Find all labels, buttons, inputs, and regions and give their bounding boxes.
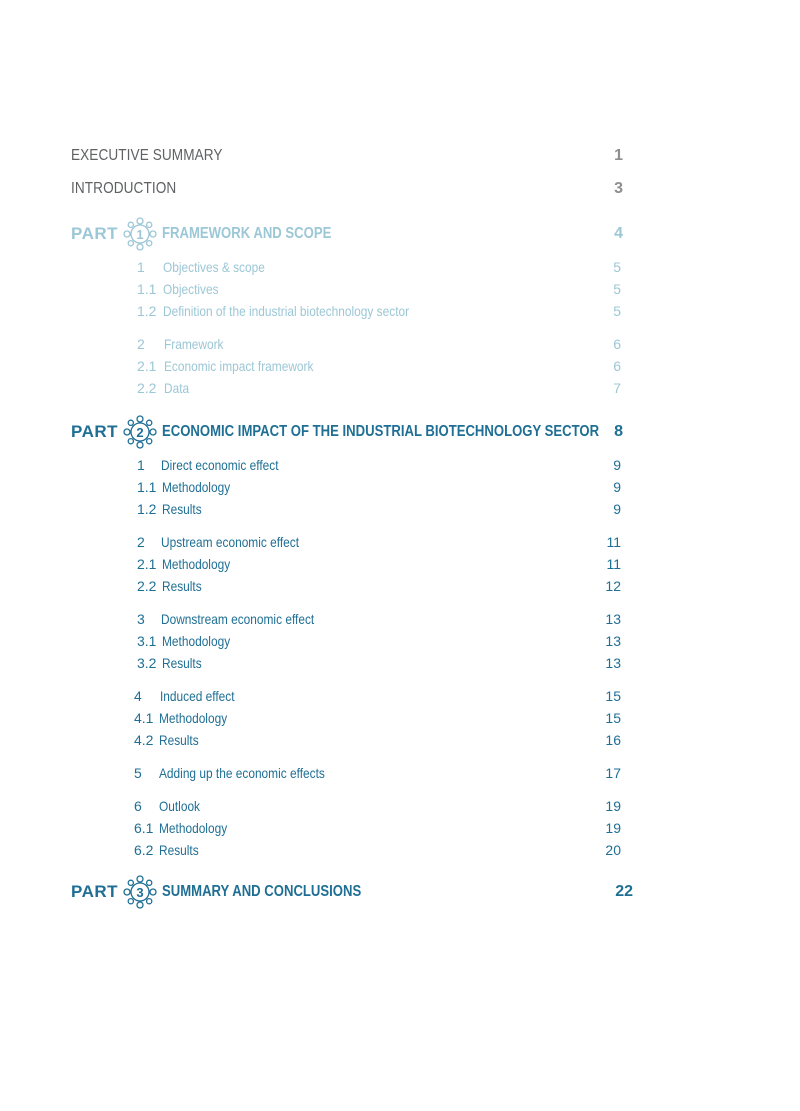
toc-entry-label: Methodology [162,479,231,495]
toc-executive-summary[interactable] [71,147,223,165]
toc-entry-label: Induced effect [160,688,235,704]
part-title: SUMMARY AND CONCLUSIONS [162,883,362,900]
toc-entry-number: 3.2 [137,655,157,671]
toc-entry-label: Upstream economic effect [161,534,300,550]
toc-entry-label: Definition of the industrial biotechnology sector [163,303,410,319]
toc-entry-label: INTRODUCTION [71,180,177,197]
toc-page-number: 15 [605,710,621,726]
toc-entry-number: 3 [137,611,145,627]
part-label: PART [71,422,119,441]
toc-entry-number: 1.1 [137,479,157,495]
toc-page-number: 20 [605,842,621,858]
toc-page-number: 17 [605,765,621,781]
toc-entry-label: Results [162,578,202,594]
toc-page-number: 13 [605,611,621,627]
toc-entry-number: 3.1 [137,633,157,649]
toc-entry-number: 6 [134,798,142,814]
toc-entry-label: Methodology [159,710,228,726]
toc-entry-number: 2 [137,336,145,352]
toc-page-number: 11 [606,556,621,572]
toc-entry-label: Framework [164,336,224,352]
toc-page-number: 5 [613,259,621,275]
toc-page-number: 3 [614,180,623,197]
toc-entry-number: 1 [137,259,145,275]
toc-entry-label: Results [162,501,202,517]
toc-entry-number: 2 [137,534,145,550]
toc-entry-number: 1.2 [137,501,157,517]
toc-entry-number: 6.2 [134,842,154,858]
toc-page-number: 5 [613,303,621,319]
toc-entry-number: 2.2 [137,578,157,594]
toc-entry-label: EXECUTIVE SUMMARY [71,147,223,164]
toc-page-number: 19 [605,820,621,836]
toc-entry-label: Methodology [162,556,231,572]
toc-page-number: 6 [613,358,621,374]
toc-entry-number: 6.1 [134,820,154,836]
toc-entry-number: 5 [134,765,142,781]
toc-entry-label: Objectives & scope [163,259,265,275]
toc-page-number: 16 [605,732,621,748]
part-number: 3 [136,885,144,900]
toc-entry-number: 2.2 [137,380,157,396]
toc-entry-number: 1 [137,457,145,473]
part-number-badge-icon [122,414,158,450]
toc-page-number: 8 [614,423,623,440]
toc-page-number: 19 [605,798,621,814]
part-number: 2 [136,425,144,440]
toc-page-number: 4 [614,225,623,242]
toc-page-number: 9 [613,479,621,495]
toc-page-number: 1 [614,147,623,164]
toc-page-number: 12 [605,578,621,594]
toc-page-number: 6 [613,336,621,352]
toc-page-number: 9 [613,501,621,517]
toc-entry-number: 1.2 [137,303,157,319]
toc-entry-label: Objectives [163,281,219,297]
toc-introduction[interactable] [71,180,176,198]
toc-page-number: 11 [606,534,621,550]
toc-entry-number: 4.2 [134,732,154,748]
toc-entry-label: Downstream economic effect [161,611,315,627]
toc-entry-label: Adding up the economic effects [159,765,325,781]
toc-entry-label: Results [162,655,202,671]
toc-page-number: 22 [615,883,633,900]
part-number-badge-icon [122,216,158,252]
toc-entry-label: Direct economic effect [161,457,279,473]
toc-entry-number: 2.1 [137,556,157,572]
toc-page-number: 5 [613,281,621,297]
part-number-badge-icon [122,874,158,910]
toc-page-number: 7 [613,380,621,396]
part-label: PART [71,224,119,243]
toc-page-number: 13 [605,655,621,671]
toc-entry-label: Economic impact framework [164,358,314,374]
toc-page-number: 15 [605,688,621,704]
toc-entry-number: 1.1 [137,281,157,297]
toc-page-number: 13 [605,633,621,649]
part-title: FRAMEWORK AND SCOPE [162,225,332,242]
toc-entry-label: Results [159,732,199,748]
toc-entry-number: 2.1 [137,358,157,374]
toc-entry-number: 4.1 [134,710,154,726]
toc-entry-label: Methodology [159,820,228,836]
toc-entry-label: Outlook [159,798,201,814]
toc-entry-number: 4 [134,688,142,704]
toc-entry-label: Results [159,842,199,858]
part-label: PART [71,882,119,901]
part-number: 1 [136,227,144,242]
toc-entry-label: Methodology [162,633,231,649]
toc-page-number: 9 [613,457,621,473]
toc-entry-label: Data [164,380,190,396]
part-title: ECONOMIC IMPACT OF THE INDUSTRIAL BIOTECHNOLOGY SECTOR [162,423,600,440]
